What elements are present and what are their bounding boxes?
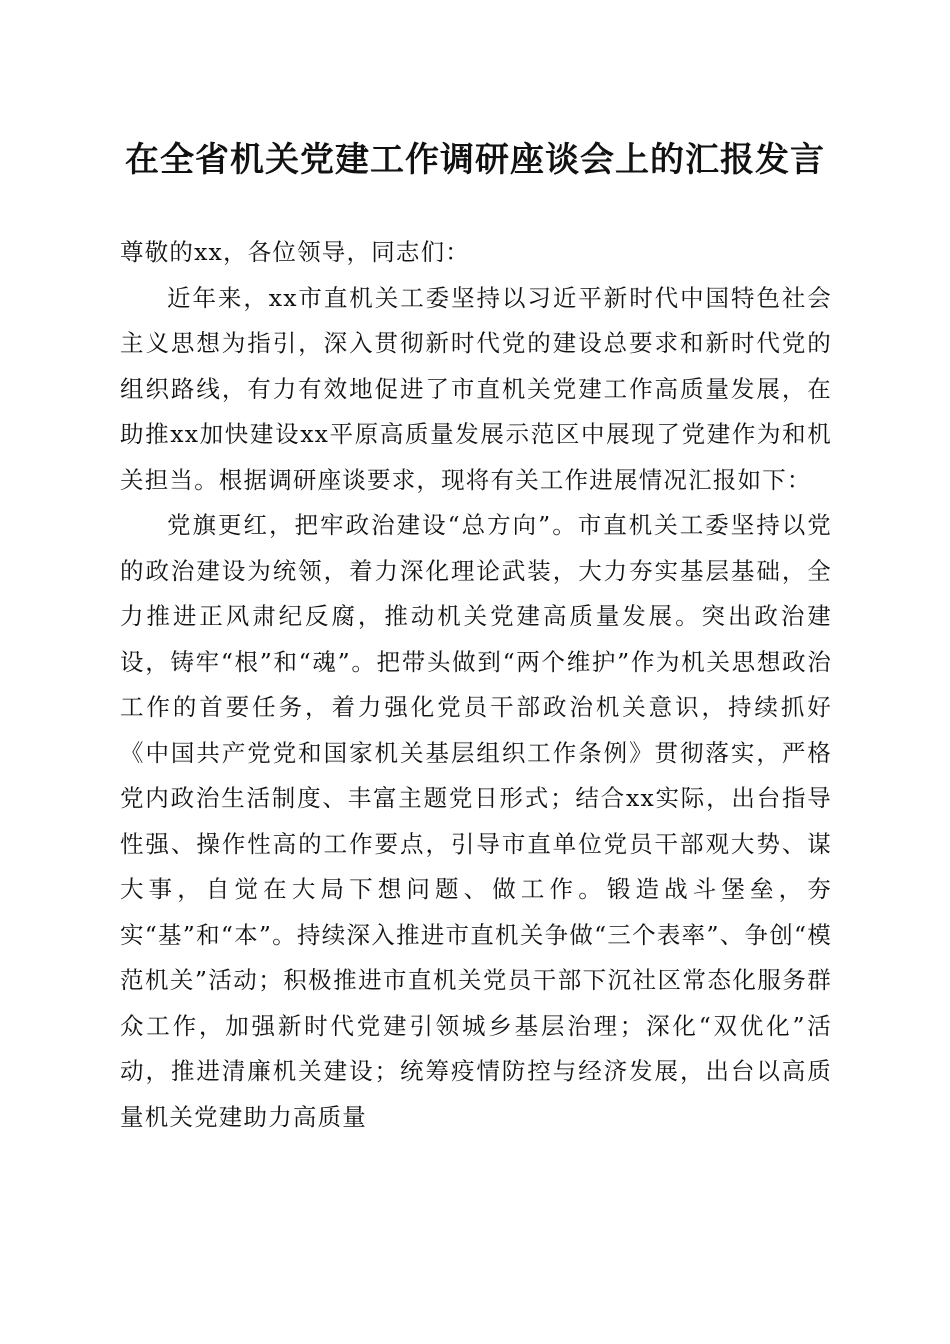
paragraph-political-building: 党旗更红，把牢政治建设“总方向”。市直机关工委坚持以党的政治建设为统领，着力深化理论武装，大力夯实基层基础，全力推进正风肃纪反腐，推动机关党建高质量发展。突出政治建设，铸牢“根”和“魂”。把带头做到“两个维护”作为机关思想政治工作的首要任务，着力强化党员干部政治机关意识，持续抓好《中国共产党党和国家机关基层组织工作条例》贯彻落实，严格党内政治生活制度、丰富主题党日形式；结合xx实际，出台指导性强、操作性高的工作要点，引导市直单位党员干部观大势、谋大事，自觉在大局下想问题、做工作。锻造战斗堡垒，夯实“基”和“本”。持续深入推进市直机关争做“三个表率”、争创“模范机关”活动；积极推进市直机关党员干部下沉社区常态化服务群众工作，加强新时代党建引领城乡基层治理；深化“双优化”活动，推进清廉机关建设；统筹疫情防控与经济发展，出台以高质量机关党建助力高质量 xyxy=(120,511,832,1131)
document-title: 在全省机关党建工作调研座谈会上的汇报发言 xyxy=(125,140,825,180)
salutation: 尊敬的xx，各位领导，同志们： xyxy=(120,238,471,266)
document-body xyxy=(120,230,832,1140)
paragraph-intro: 近年来，xx市直机关工委坚持以习近平新时代中国特色社会主义思想为指引，深入贯彻新时代党的建设总要求和新时代党的组织路线，有力有效地促进了市直机关党建工作高质量发展，在助推xx加快建设xx平原高质量发展示范区中展现了党建作为和机关担当。根据调研座谈要求，现将有关工作进展情况汇报如下： xyxy=(120,283,832,494)
